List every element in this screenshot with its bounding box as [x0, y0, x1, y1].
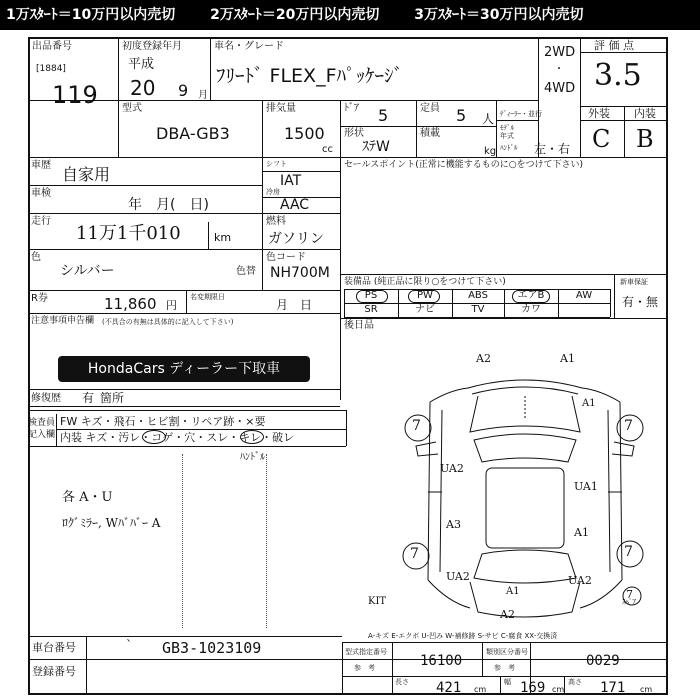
- divider: [28, 290, 340, 291]
- registration-year: 20: [130, 76, 156, 100]
- car-damage-diagram: [390, 350, 660, 625]
- damage-mark-left-front-door: UA2: [440, 462, 464, 475]
- cc-unit: cc: [322, 144, 333, 155]
- divider: [580, 37, 581, 157]
- capacity: 5: [456, 106, 467, 125]
- grade-label: 評 価 点: [594, 39, 634, 52]
- height-label: 高さ: [568, 678, 582, 686]
- reference-label-2: 参 考: [494, 664, 515, 672]
- displacement: 1500: [284, 124, 325, 143]
- equipment-pw: PW: [417, 290, 433, 301]
- 4wd-option: 4WD: [544, 81, 576, 96]
- divider: [262, 249, 340, 250]
- load-label: 積載: [420, 128, 440, 139]
- divider: [208, 222, 209, 249]
- divider: [86, 636, 87, 695]
- color-code: NH700M: [270, 265, 330, 281]
- banner-rule-3: 3万ｽﾀｰﾄ＝30万円以内売切: [414, 7, 584, 23]
- width-label: 幅: [504, 678, 511, 686]
- damage-mark-right-fender: A1: [582, 398, 596, 409]
- inspector-label-2: 記入欄: [28, 430, 56, 440]
- inspection-date: 年 月( 日): [128, 197, 209, 213]
- repair-history-value: 有: [82, 391, 95, 405]
- shape-label: 形状: [344, 128, 364, 139]
- equipment-sr: SR: [364, 304, 378, 315]
- vehicle-length: 421: [436, 680, 462, 696]
- damage-mark-right-rear-door: A1: [574, 526, 589, 539]
- divider: [340, 100, 341, 157]
- equipment-navi: ナビ: [415, 304, 435, 315]
- damage-mark-rear-window: A1: [506, 586, 520, 597]
- km-unit: km: [214, 231, 232, 244]
- dotted-guide: [182, 454, 183, 628]
- equipment-label: 装備品 (純正品に限り○をつけて下さい): [344, 277, 506, 287]
- spare-label: ｽﾍﾟｱ: [622, 598, 636, 606]
- width-unit: cm: [552, 685, 565, 694]
- divider: [28, 313, 340, 314]
- divider: [28, 410, 346, 411]
- vehicle-height: 171: [600, 680, 626, 696]
- tire-mark-fr: 7: [624, 418, 633, 434]
- banner-rule-2: 2万ｽﾀｰﾄ＝20万円以内売切: [210, 7, 380, 23]
- equipment-airbag: エアB: [517, 290, 545, 301]
- color-code-label: 色コード: [266, 252, 306, 263]
- reference-label-1: 参 考: [354, 664, 375, 672]
- tire-mark-rl: 7: [410, 546, 419, 562]
- divider: [500, 676, 501, 695]
- divider: [340, 157, 341, 400]
- divider: [28, 406, 340, 407]
- name-change-date: 月 日: [276, 298, 313, 312]
- damage-mark-left-rear-door: A3: [446, 518, 461, 531]
- tire-mark-fl: 7: [412, 418, 421, 434]
- inspector-label: 検査員: [28, 418, 56, 428]
- color-label: 色: [31, 252, 41, 263]
- interior-grade: B: [636, 125, 654, 153]
- repair-history-label: 修復歴: [31, 393, 61, 404]
- divider: [28, 389, 340, 390]
- chassis-number: GB3-1023109: [162, 639, 262, 657]
- lot-number: 119: [52, 81, 98, 109]
- divider: [580, 52, 668, 53]
- divider: [342, 642, 343, 695]
- damage-legend: A-キズ E-エクボ U-凹み W-補修跡 S-サビ C-腐食 XX-交換済: [368, 632, 558, 640]
- divider: [482, 642, 483, 676]
- doors-label: ﾄﾞｱ: [344, 103, 359, 114]
- wd-separator: ・: [554, 64, 564, 75]
- dealer-trade-in-banner: HondaCars ディーラー下取車: [58, 356, 310, 382]
- windshield-defects: FW キズ・飛石・ヒビ割・リペア跡・×要: [60, 415, 266, 428]
- exterior-grade: C: [592, 125, 611, 153]
- car-name-label: 車名・グレード: [214, 41, 284, 52]
- divider: [28, 446, 346, 447]
- divider: [342, 676, 668, 677]
- equipment-aw: AW: [575, 290, 593, 301]
- notes-instruction: (不具合の有無は具体的に記入して下さい): [102, 318, 234, 326]
- divider: [340, 126, 496, 127]
- body-shape: ｽﾃW: [362, 139, 390, 155]
- equipment-leather: カワ: [521, 304, 541, 315]
- notes-label: 注意事項申告欄: [31, 316, 95, 326]
- category-number: 0029: [586, 653, 620, 669]
- equipment-ps: PS: [364, 290, 378, 301]
- registration-month: 9: [178, 81, 189, 100]
- divider: [28, 249, 262, 250]
- dirt-circle-mark: [142, 430, 166, 444]
- capacity-unit: 人: [482, 112, 495, 126]
- divider: [262, 100, 263, 157]
- damage-mark-left-quarter: UA2: [446, 570, 470, 583]
- dealer-parallel-label: ﾃﾞｨｰﾗｰ・並行: [500, 110, 542, 118]
- first-registration-label: 初度登録年月: [122, 41, 182, 52]
- equipment-abs: ABS: [468, 290, 488, 301]
- history-label: 車歴: [31, 160, 51, 171]
- mileage-label: 走行: [31, 216, 51, 227]
- category-number-label: 類別区分番号: [486, 648, 528, 656]
- mileage: 11万1千010: [76, 223, 181, 244]
- tire-mark-spare: 7: [626, 588, 633, 601]
- air-conditioning: AAC: [280, 197, 310, 213]
- damage-mark-front-bumper-left: A2: [476, 352, 491, 365]
- handle-side: 左・右: [534, 142, 571, 156]
- damage-mark-rear-bumper: A2: [500, 608, 515, 621]
- model-year-label: ﾓﾃﾞﾙ 年式: [500, 124, 514, 140]
- shift-label: シフト: [266, 160, 287, 168]
- exterior-label: 外装: [588, 107, 610, 120]
- divider: [56, 429, 346, 430]
- chassis-tick: `: [126, 638, 132, 652]
- divider: [210, 37, 211, 100]
- divider: [118, 37, 119, 157]
- price-banner: [0, 0, 700, 30]
- handle-label: ﾊﾝﾄﾞﾙ: [500, 144, 518, 152]
- wear-circle-mark: [240, 430, 264, 444]
- divider: [186, 290, 187, 313]
- month-unit: 月: [198, 90, 208, 101]
- divider: [342, 642, 668, 643]
- banner-rule-1: 1万ｽﾀｰﾄ＝10万円以内売切: [6, 7, 176, 23]
- capacity-label: 定員: [420, 103, 440, 114]
- divider: [610, 289, 611, 317]
- fuel-type: ガソリン: [268, 231, 324, 247]
- divider: [262, 213, 340, 214]
- interior-label: 内装: [634, 107, 656, 120]
- repair-history-suffix: 箇所: [100, 391, 125, 405]
- handwritten-note-2: ﾛｸﾞﾐﾗｰ, Wﾊﾞﾊﾞｰ A: [62, 516, 161, 530]
- divider: [340, 274, 668, 275]
- divider: [392, 642, 393, 695]
- type-certification-number: 16100: [420, 653, 463, 669]
- color-change-label: 色替: [236, 266, 256, 277]
- type-cert-label: 型式指定番号: [345, 648, 387, 656]
- divider: [28, 157, 668, 158]
- divider: [28, 636, 342, 637]
- selling-points-label: セールスポイント(正常に機能するものに○をつけて下さい): [344, 160, 584, 170]
- divider: [340, 318, 668, 319]
- damage-mark-right-front-door: UA1: [574, 480, 598, 493]
- divider: [346, 410, 347, 446]
- lot-sub-number: [1884]: [36, 64, 66, 74]
- handwritten-note-1: 各 A・U: [62, 490, 113, 505]
- transmission: IAT: [280, 173, 302, 189]
- displacement-label: 排気量: [266, 103, 296, 114]
- divider: [538, 37, 539, 157]
- chassis-label: 車台番号: [32, 641, 76, 654]
- divider: [496, 120, 538, 121]
- length-unit: cm: [474, 685, 487, 694]
- airbag-circle-mark: [512, 290, 550, 303]
- divider: [28, 659, 668, 660]
- era: 平成: [128, 57, 155, 72]
- kg-unit: kg: [484, 146, 497, 157]
- inspection-label: 車検: [31, 188, 51, 199]
- divider: [580, 120, 668, 121]
- name-change-label: 名変期限日: [190, 293, 225, 301]
- divider: [56, 414, 57, 446]
- repair-kit-note: KIT: [368, 596, 387, 607]
- divider: [262, 157, 263, 290]
- recycle-fee: 11,860: [104, 295, 157, 313]
- yen-unit: 円: [166, 299, 177, 312]
- length-label: 長さ: [395, 678, 409, 686]
- tire-mark-rr: 7: [624, 544, 633, 560]
- dotted-guide: [266, 454, 267, 628]
- divider: [496, 100, 497, 157]
- new-warranty-value: 有・無: [622, 295, 659, 309]
- registration-label: 登録番号: [32, 665, 76, 678]
- usage-category: 自家用: [62, 165, 111, 184]
- divider: [614, 274, 615, 318]
- recycle-label: R券: [31, 293, 48, 304]
- divider: [28, 185, 262, 186]
- divider: [624, 106, 625, 157]
- divider: [28, 100, 538, 101]
- damage-mark-front-bumper-right: A1: [560, 352, 575, 365]
- equipment-tv: TV: [471, 304, 485, 315]
- lot-number-label: 出品番号: [32, 41, 72, 52]
- car-name: ﾌﾘｰﾄﾞ FLEX_Fﾊﾟｯｹｰｼﾞ: [216, 65, 404, 87]
- new-warranty-label: 新車保証: [620, 278, 648, 286]
- damage-mark-right-quarter: UA2: [568, 574, 592, 587]
- doors: 5: [378, 106, 389, 125]
- model-label: 型式: [122, 103, 142, 114]
- ac-label: 冷房: [266, 188, 280, 196]
- body-color: シルバー: [60, 263, 115, 279]
- vehicle-width: 169: [520, 680, 546, 696]
- model-code: DBA-GB3: [156, 124, 230, 143]
- 2wd-option: 2WD: [544, 45, 576, 60]
- divider: [416, 100, 417, 157]
- aftermarket-label: 後日品: [344, 320, 374, 331]
- fuel-label: 燃料: [266, 216, 286, 227]
- height-unit: cm: [640, 685, 653, 694]
- overall-grade: 3.5: [594, 58, 642, 93]
- interior-defects: 内装 キズ・汚レ・コゲ・穴・スレ・キレ・破レ: [60, 431, 295, 444]
- ps-circle-mark: [356, 290, 388, 303]
- handle-note: ﾊﾝﾄﾞﾙ: [240, 452, 265, 463]
- pw-circle-mark: [408, 290, 440, 303]
